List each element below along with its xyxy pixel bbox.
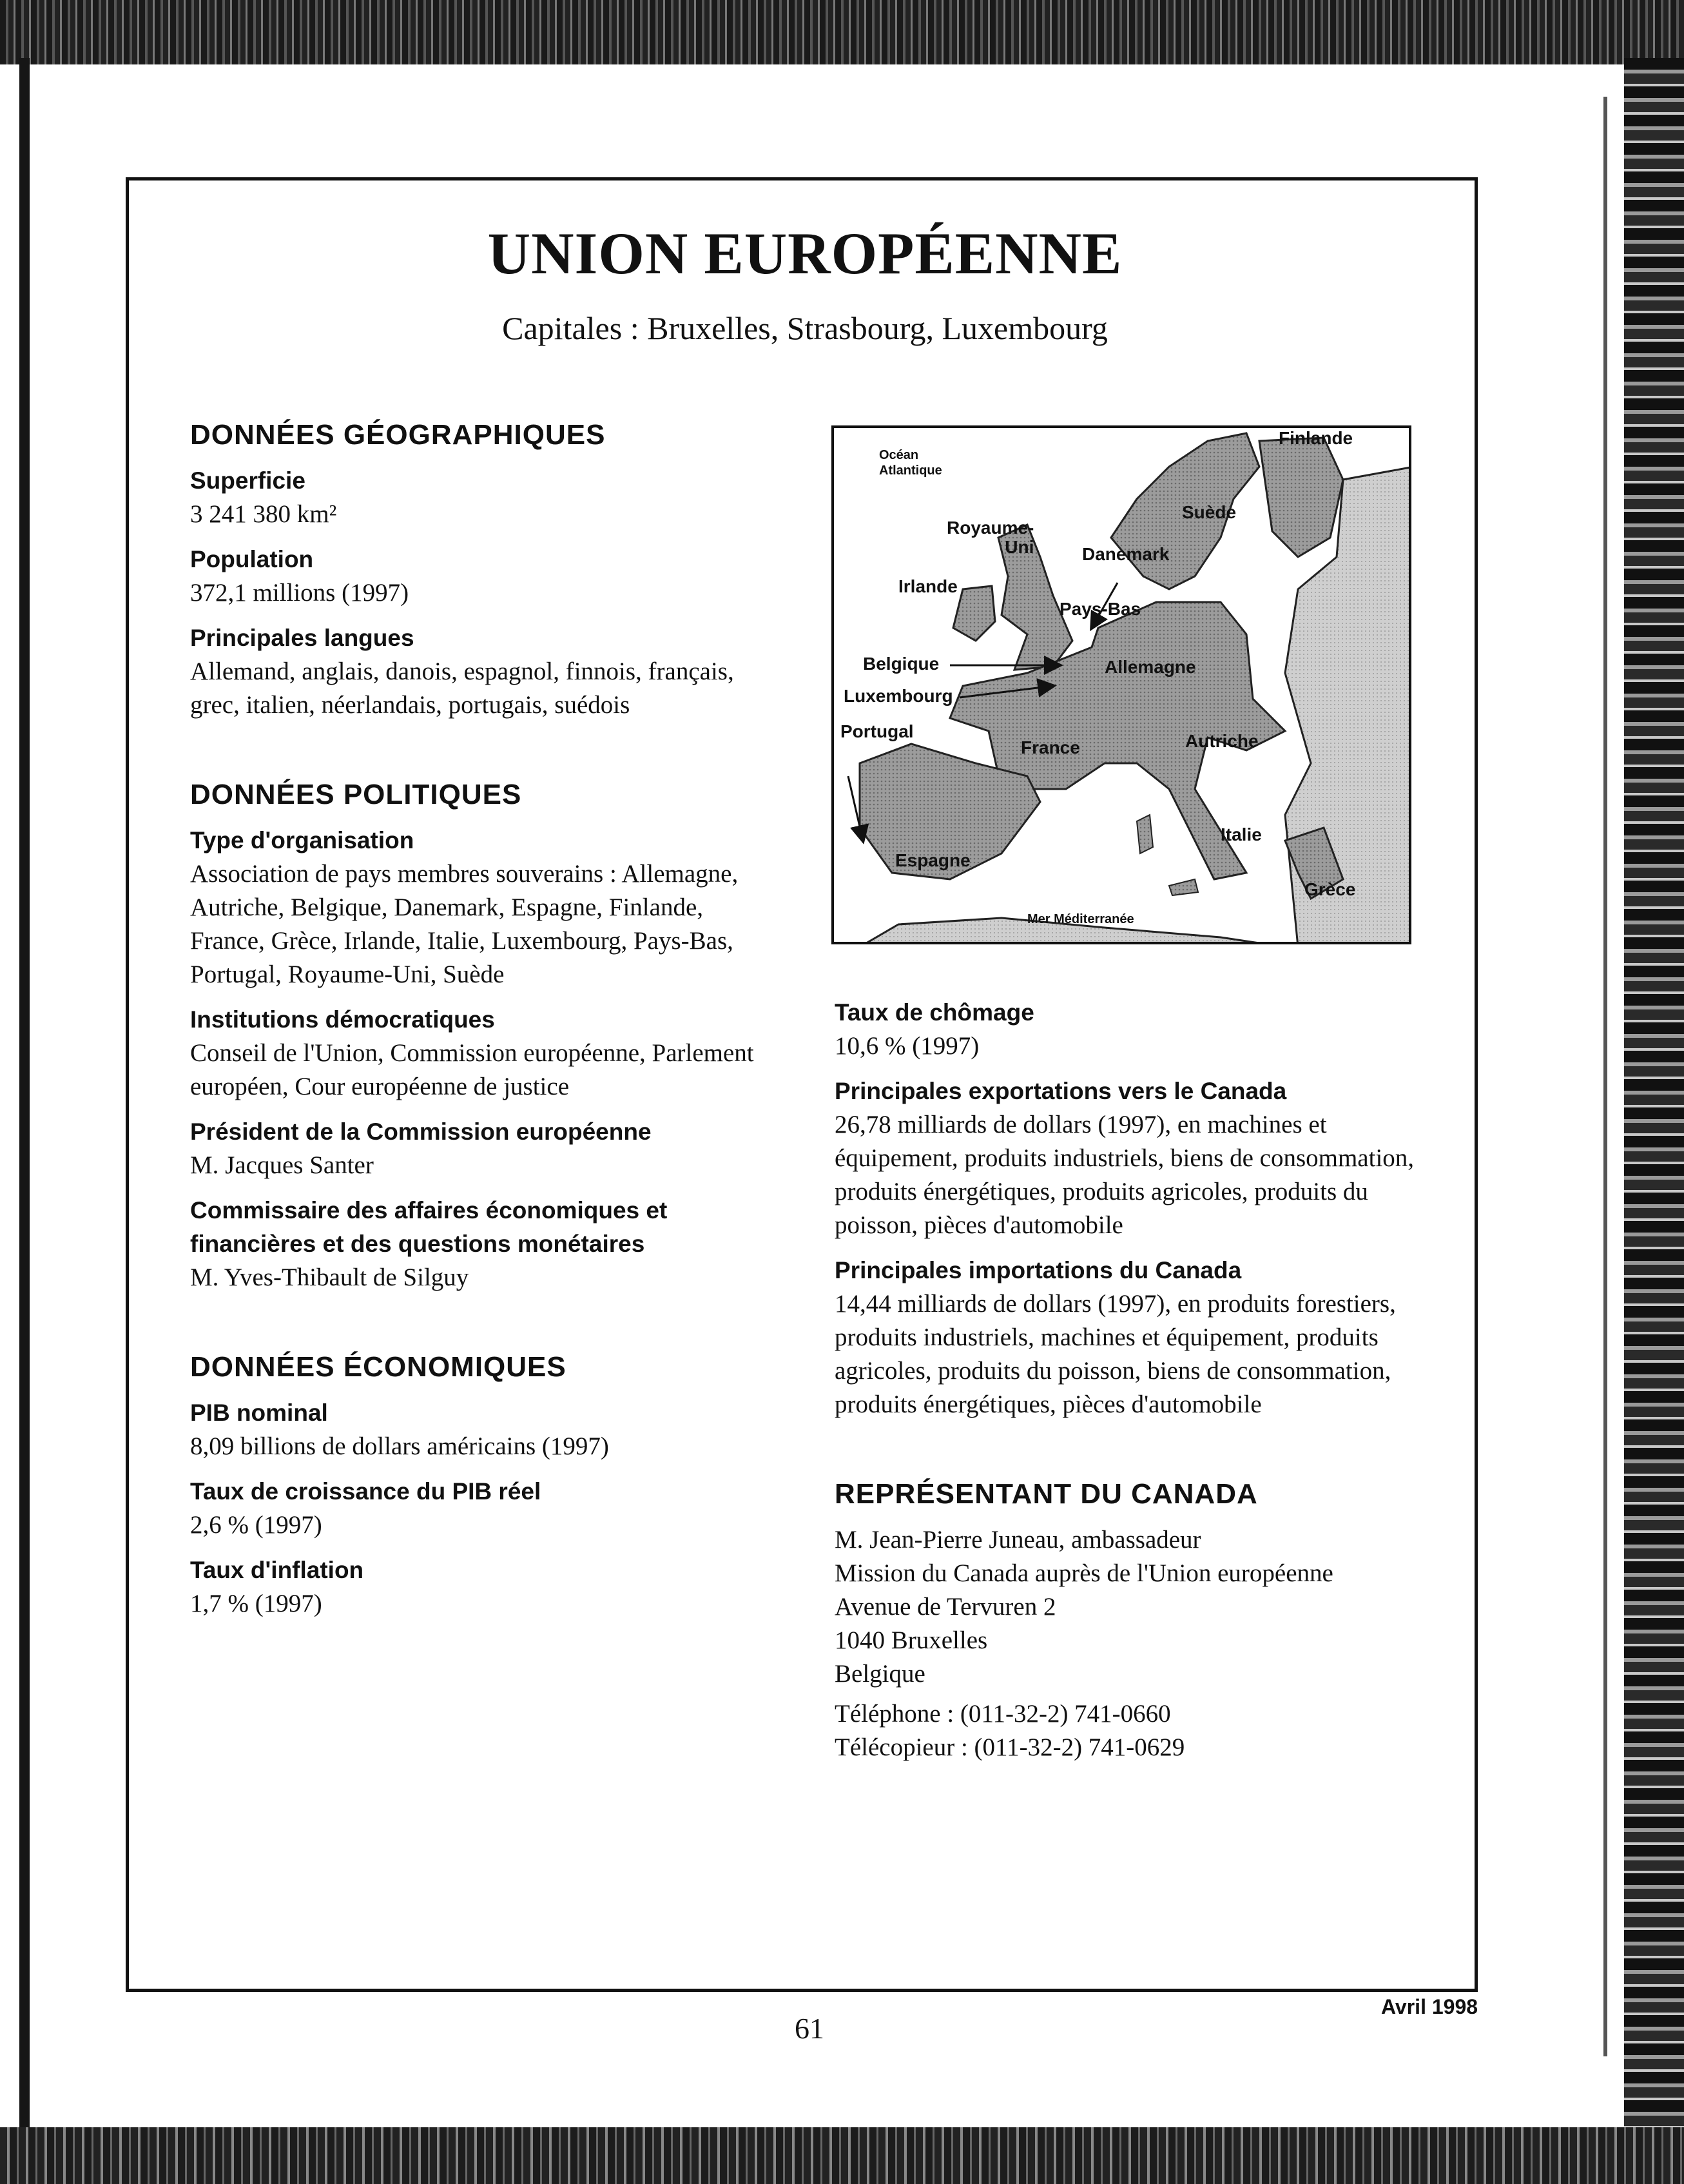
map-label-italie: Italie [1221, 824, 1262, 844]
institutions-label: Institutions démocratiques [190, 1006, 495, 1033]
map-label-ocean-line2: Atlantique [879, 463, 942, 478]
page-subtitle: Capitales : Bruxelles, Strasbourg, Luxembourg [502, 310, 1108, 346]
type-organisation-value: Association de pays membres souverains : Allemagne, Autriche, Belgique, Danemark, Espagne, Finlande, France, Grèce, Irlande, Italie, Luxembourg, Pays-Bas, Portugal, Royaume-Uni, Suède [190, 860, 739, 988]
map-label-ocean-line1: Océan [879, 448, 919, 462]
pib-label: PIB nominal [190, 1399, 328, 1426]
section-heading-eco: DONNÉES ÉCONOMIQUES [190, 1351, 566, 1383]
issue-date: Avril 1998 [1381, 1995, 1478, 2018]
pib-value: 8,09 billions de dollars américains (1997) [190, 1432, 609, 1460]
rep-street: Avenue de Tervuren 2 [835, 1593, 1056, 1621]
scan-border-top [0, 0, 1684, 64]
institutions-value: Conseil de l'Union, Commission européenne, Parlement européen, Cour européenne de justice [190, 1039, 754, 1100]
president-value: M. Jacques Santer [190, 1151, 374, 1179]
page-number: 61 [795, 2012, 824, 2045]
croissance-label: Taux de croissance du PIB réel [190, 1478, 541, 1505]
population-label: Population [190, 546, 314, 572]
section-heading-geo: DONNÉES GÉOGRAPHIQUES [190, 419, 606, 451]
langues-value: Allemand, anglais, danois, espagnol, finnois, français, grec, italien, néerlandais, portugais, suédois [190, 658, 734, 719]
left-column [190, 419, 770, 1632]
chomage-label: Taux de chômage [835, 999, 1034, 1026]
map-label-danemark: Danemark [1082, 544, 1170, 564]
commissaire-value: M. Yves-Thibault de Silguy [190, 1263, 469, 1291]
rep-country: Belgique [835, 1660, 925, 1688]
langues-label: Principales langues [190, 625, 414, 651]
inflation-label: Taux d'inflation [190, 1557, 364, 1583]
rep-fax: Télécopieur : (011-32-2) 741-0629 [835, 1733, 1185, 1761]
importations-label: Principales importations du Canada [835, 1257, 1242, 1283]
superficie-label: Superficie [190, 467, 305, 494]
map-label-allemagne: Allemagne [1105, 657, 1196, 677]
croissance-value: 2,6 % (1997) [190, 1511, 322, 1539]
exportations-value: 26,78 milliards de dollars (1997), en machines et équipement, produits industriels, biens de consommation, produits énergétiques, produits agricoles, produits du poisson, pièces d'automobile [835, 1111, 1415, 1239]
map-label-royaume-line1: Royaume- [947, 518, 1034, 538]
rep-phone: Téléphone : (011-32-2) 741-0660 [835, 1700, 1171, 1728]
right-column [835, 996, 1453, 1764]
map-label-portugal: Portugal [840, 721, 914, 741]
scan-border-right [1624, 58, 1684, 2134]
page-title: UNION EUROPÉENNE [487, 220, 1123, 286]
scan-border-left [19, 58, 30, 2134]
superficie-value: 3 241 380 km² [190, 500, 337, 528]
map-label-grece: Grèce [1304, 879, 1356, 899]
map-label-irlande: Irlande [898, 576, 958, 596]
population-value: 372,1 millions (1997) [190, 579, 409, 607]
europe-map [831, 425, 1411, 944]
rep-name: M. Jean-Pierre Juneau, ambassadeur [835, 1526, 1201, 1554]
importations-value: 14,44 milliards de dollars (1997), en produits forestiers, produits industriels, machines et équipement, produits agricoles, produits du poisson, biens de consommation, produits énergétiques, pièces d'automobile [835, 1290, 1396, 1418]
map-label-suede: Suède [1182, 502, 1237, 522]
commissaire-label: Commissaire des affaires économiques et financières et des questions monétaires [190, 1197, 668, 1257]
page-edge-shadow [1603, 97, 1607, 2056]
map-label-finlande: Finlande [1279, 428, 1353, 448]
content-frame [126, 177, 1478, 1992]
section-heading-rep: REPRÉSENTANT DU CANADA [835, 1478, 1258, 1510]
map-label-espagne: Espagne [895, 850, 971, 870]
type-organisation-label: Type d'organisation [190, 827, 414, 853]
map-label-pays-bas: Pays-Bas [1060, 599, 1141, 619]
rep-mission: Mission du Canada auprès de l'Union européenne [835, 1559, 1333, 1587]
map-label-belgique: Belgique [863, 654, 940, 674]
rep-city: 1040 Bruxelles [835, 1626, 988, 1654]
exportations-label: Principales exportations vers le Canada [835, 1078, 1287, 1104]
section-heading-pol: DONNÉES POLITIQUES [190, 779, 522, 810]
map-label-france: France [1021, 737, 1080, 757]
map-label-royaume-uni [947, 518, 1034, 557]
map-label-luxembourg: Luxembourg [844, 686, 953, 706]
scan-border-bottom [0, 2127, 1684, 2184]
president-label: Président de la Commission européenne [190, 1118, 652, 1145]
chomage-value: 10,6 % (1997) [835, 1032, 980, 1060]
map-label-autriche: Autriche [1185, 731, 1259, 751]
map-label-royaume-line2: Uni [1005, 537, 1034, 557]
map-label-mer: Mer Méditerranée [1027, 912, 1134, 926]
map-label-ocean [879, 447, 942, 478]
inflation-value: 1,7 % (1997) [190, 1590, 322, 1617]
